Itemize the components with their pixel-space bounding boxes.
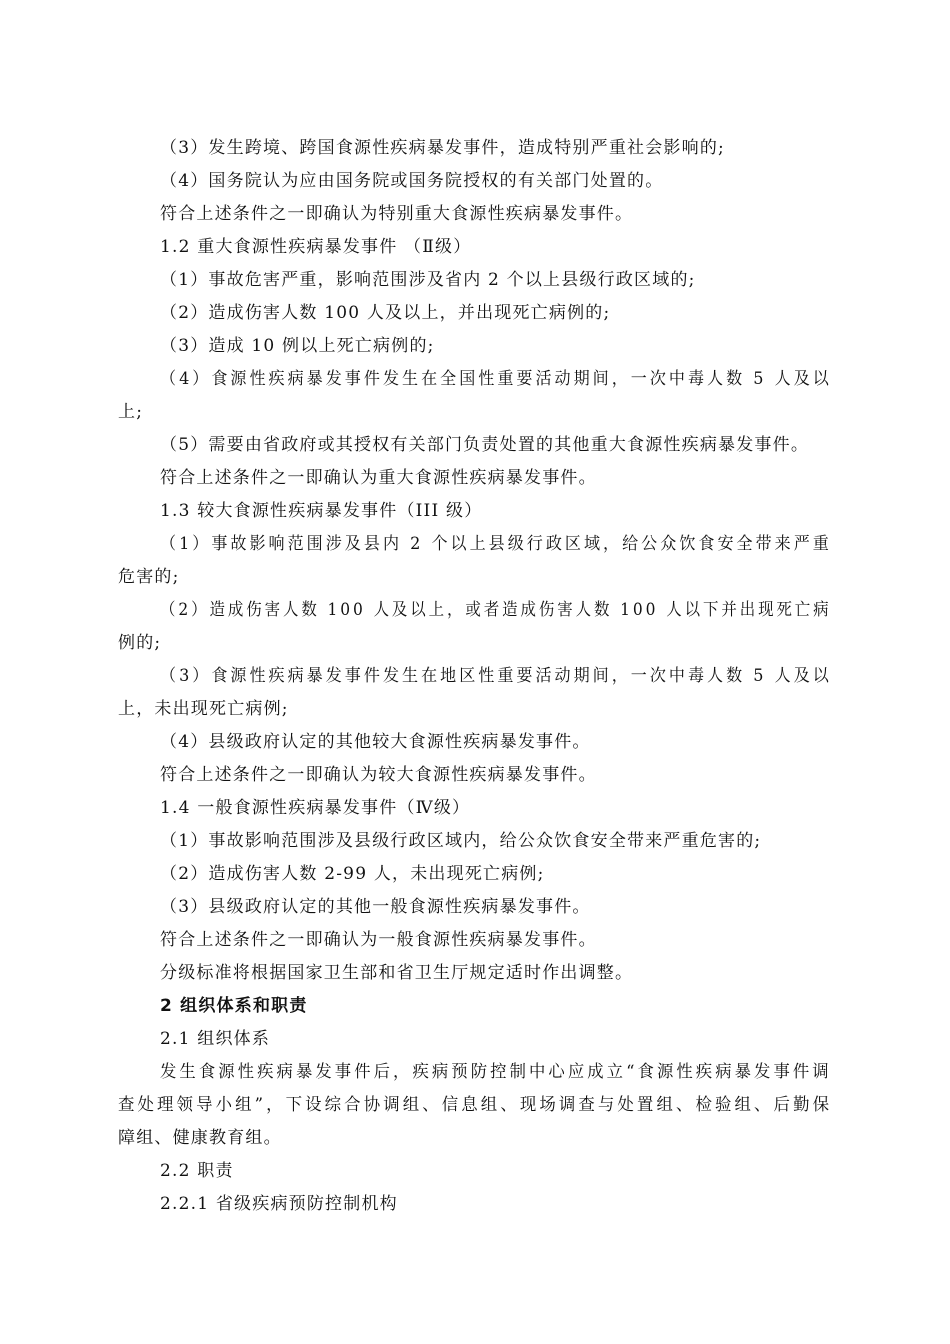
- text-line: 发生食源性疾病暴发事件后，疾病预防控制中心应成立“食源性疾病暴发事件调: [160, 1062, 832, 1082]
- text-line: 分级标准将根据国家卫生部和省卫生厅规定适时作出调整。: [160, 963, 634, 983]
- text-line-continued: 查处理领导小组”，下设综合协调组、信息组、现场调查与处置组、检验组、后勤保: [118, 1095, 833, 1115]
- text-line: （1）事故影响范围涉及县级行政区域内，给公众饮食安全带来严重危害的;: [160, 831, 762, 851]
- text-line-continued: 障组、健康教育组。: [118, 1128, 282, 1148]
- text-line: 符合上述条件之一即确认为一般食源性疾病暴发事件。: [160, 930, 597, 950]
- text-line: （3）发生跨境、跨国食源性疾病暴发事件，造成特别严重社会影响的;: [160, 138, 725, 158]
- text-line: （4）国务院认为应由国务院或国务院授权的有关部门处置的。: [160, 171, 664, 191]
- section-heading-1-4: 1.4 一般食源性疾病暴发事件（Ⅳ级）: [160, 798, 471, 818]
- text-line: （5）需要由省政府或其授权有关部门负责处置的其他重大食源性疾病暴发事件。: [160, 435, 810, 455]
- text-line-continued: 上;: [118, 402, 144, 422]
- text-line-continued: 危害的;: [118, 567, 180, 587]
- text-line-continued: 例的;: [118, 633, 162, 653]
- text-line: （1）事故危害严重，影响范围涉及省内 2 个以上县级行政区域的;: [160, 270, 696, 290]
- section-heading-2: 2 组织体系和职责: [160, 996, 308, 1016]
- text-line: （2）造成伤害人数 2-99 人，未出现死亡病例;: [160, 864, 545, 884]
- text-line: （3）造成 10 例以上死亡病例的;: [160, 336, 435, 356]
- text-line: 符合上述条件之一即确认为特别重大食源性疾病暴发事件。: [160, 204, 634, 224]
- text-line: （2）造成伤害人数 100 人及以上，或者造成伤害人数 100 人以下并出现死亡病: [160, 600, 832, 620]
- section-heading-2-2-1: 2.2.1 省级疾病预防控制机构: [160, 1194, 398, 1214]
- text-line: 符合上述条件之一即确认为重大食源性疾病暴发事件。: [160, 468, 597, 488]
- text-line: （1）事故影响范围涉及县内 2 个以上县级行政区域，给公众饮食安全带来严重: [160, 534, 832, 554]
- section-heading-2-2: 2.2 职责: [160, 1161, 234, 1181]
- text-line: （2）造成伤害人数 100 人及以上，并出现死亡病例的;: [160, 303, 611, 323]
- text-line: （3）县级政府认定的其他一般食源性疾病暴发事件。: [160, 897, 591, 917]
- text-line: （4）食源性疾病暴发事件发生在全国性重要活动期间，一次中毒人数 5 人及以: [160, 369, 832, 389]
- text-line: （4）县级政府认定的其他较大食源性疾病暴发事件。: [160, 732, 591, 752]
- section-heading-1-3: 1.3 较大食源性疾病暴发事件（III 级）: [160, 501, 483, 521]
- text-line-continued: 上，未出现死亡病例;: [118, 699, 289, 719]
- section-heading-1-2: 1.2 重大食源性疾病暴发事件 （Ⅱ级）: [160, 237, 472, 257]
- text-line: （3）食源性疾病暴发事件发生在地区性重要活动期间，一次中毒人数 5 人及以: [160, 666, 832, 686]
- section-heading-2-1: 2.1 组织体系: [160, 1029, 271, 1049]
- text-line: 符合上述条件之一即确认为较大食源性疾病暴发事件。: [160, 765, 597, 785]
